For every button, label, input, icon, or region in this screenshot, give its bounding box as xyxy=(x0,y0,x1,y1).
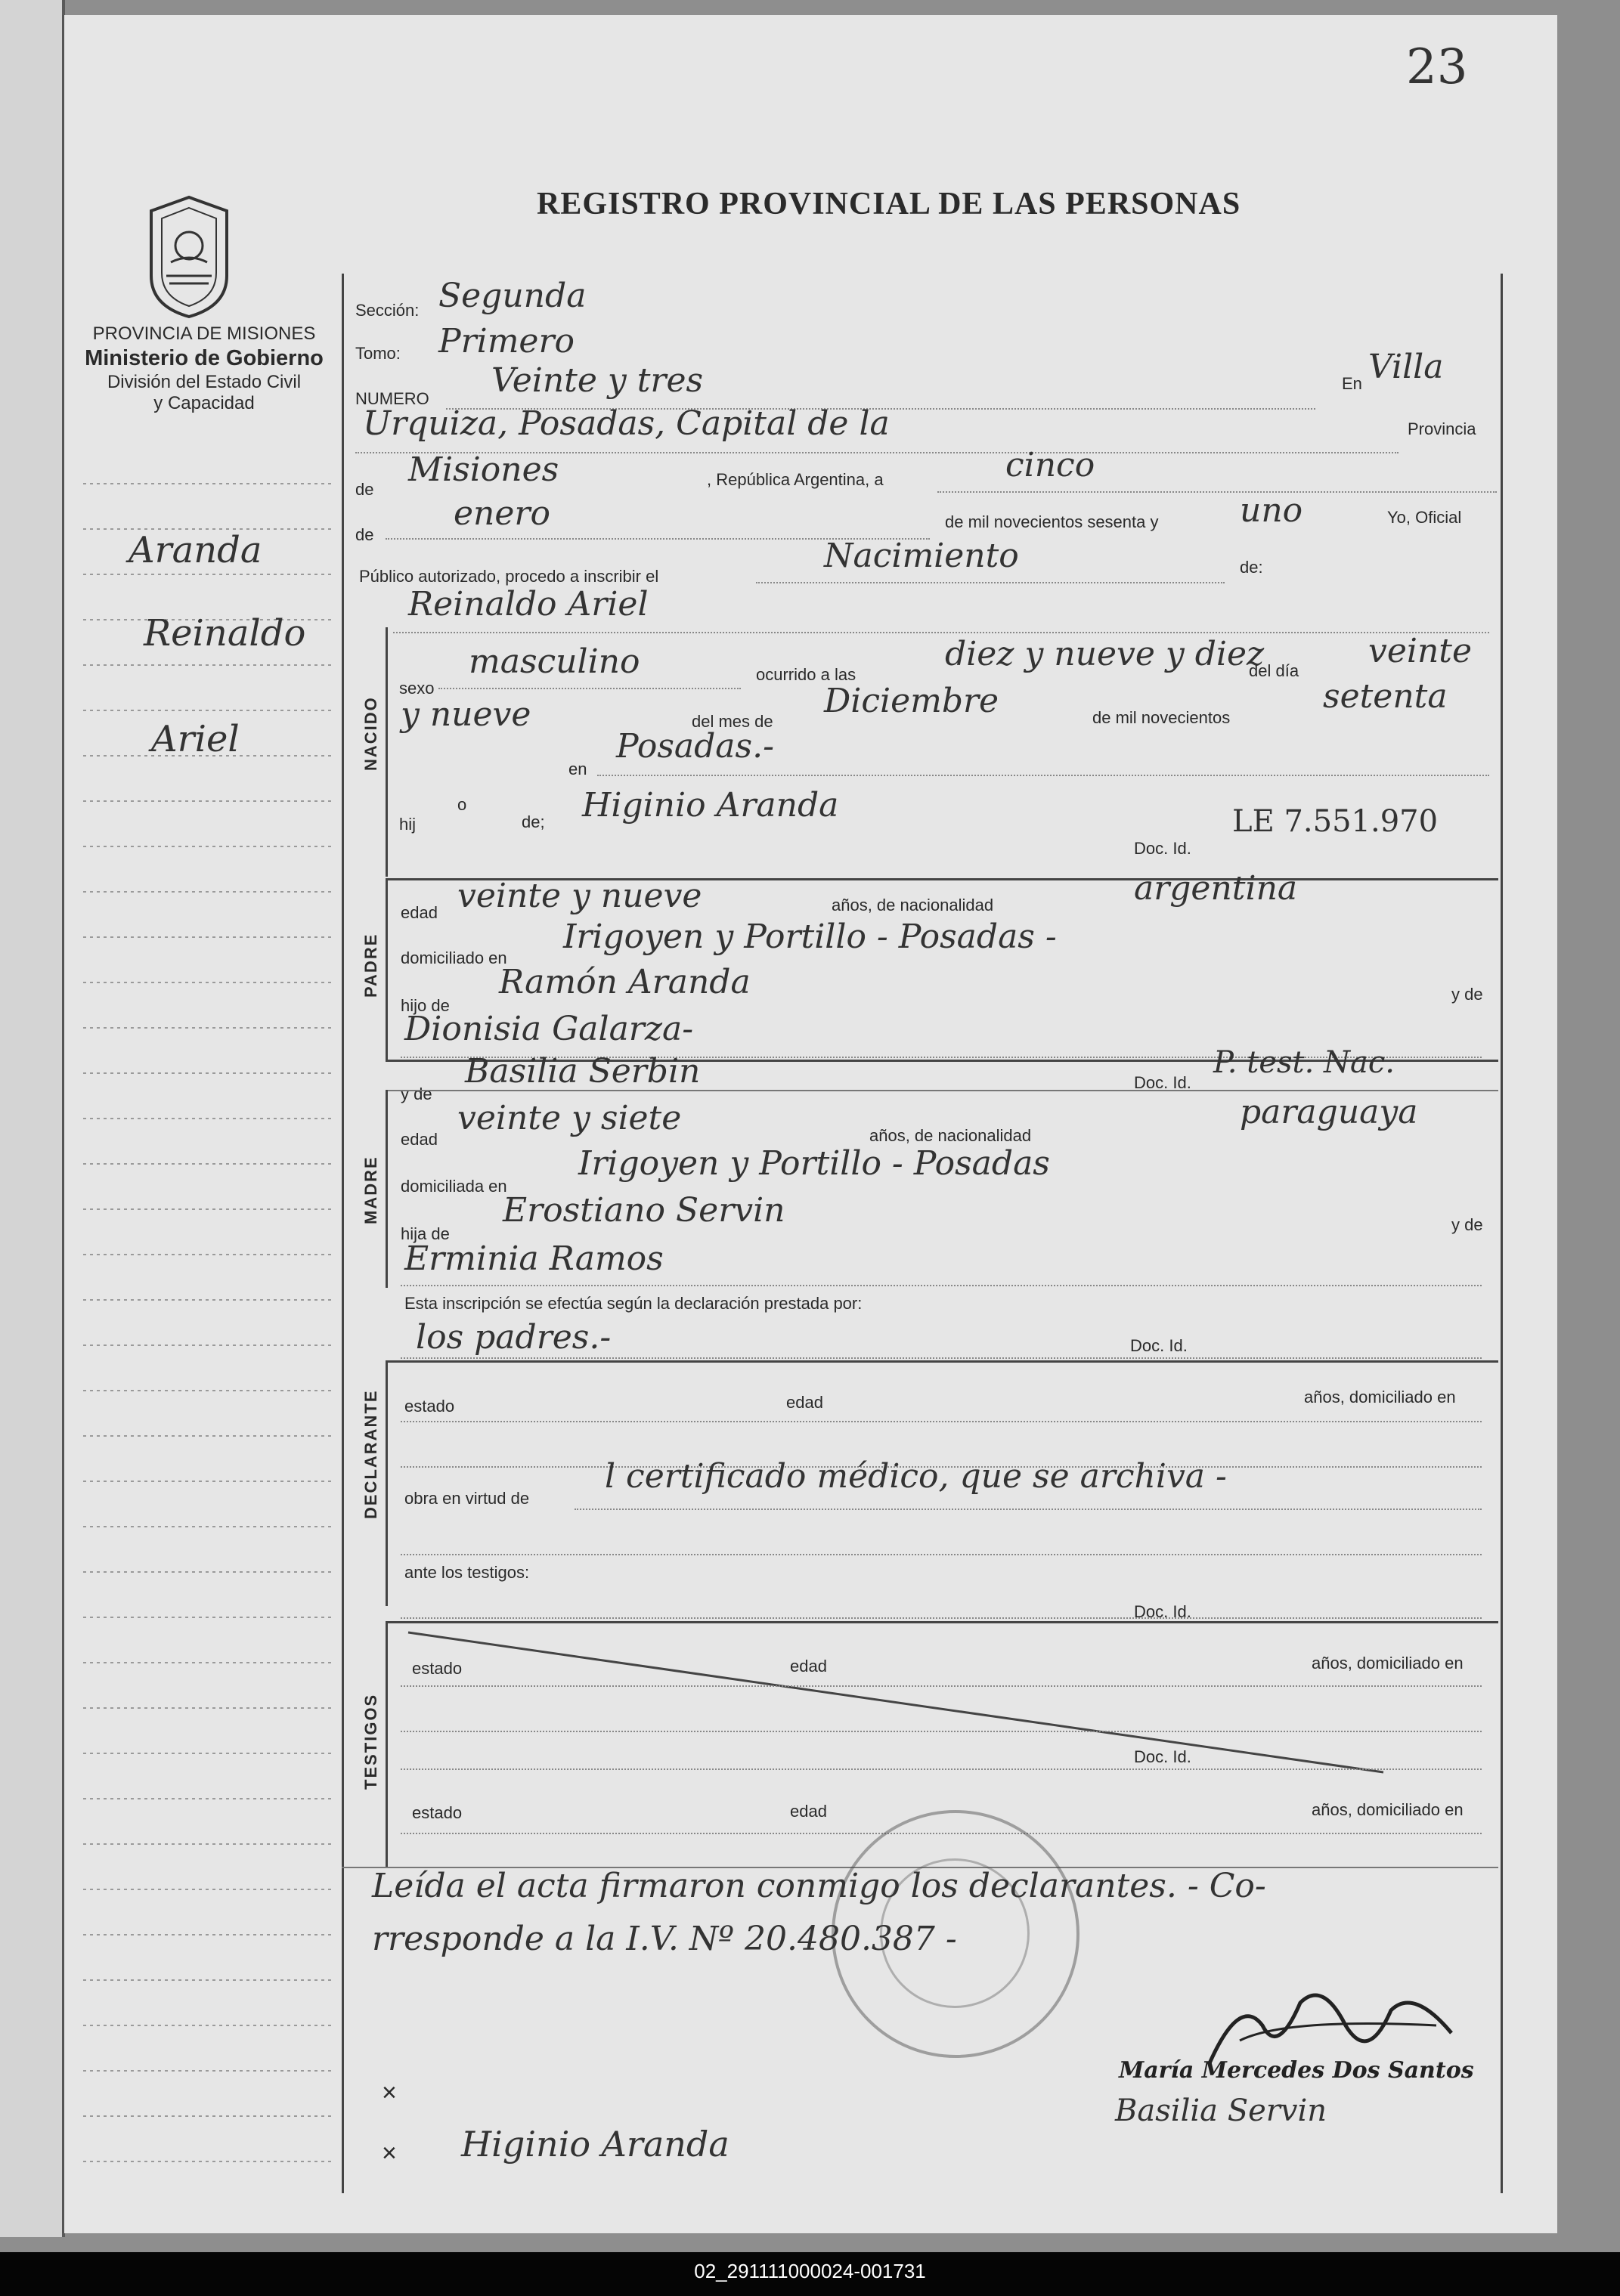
section-testigos: TESTIGOS xyxy=(361,1693,380,1790)
previous-page-edge xyxy=(0,0,65,2237)
entry-nota-1: Leída el acta firmaron conmigo los declarantes. - Co- xyxy=(372,1867,1266,1905)
label-de-colon: de: xyxy=(1240,558,1263,577)
label-edad-padre: edad xyxy=(401,903,438,922)
label-en-2: en xyxy=(568,760,587,778)
label-anos-domiciliado-declarante: años, domiciliado en xyxy=(1304,1388,1456,1406)
label-doc-id-madre: Doc. Id. xyxy=(1134,1073,1191,1092)
entry-anio-nac: setenta xyxy=(1323,677,1448,716)
entry-dia: cinco xyxy=(1005,446,1095,484)
entry-madre-hija-de-2: Erminia Ramos xyxy=(404,1239,664,1278)
margin-note-second-name: Ariel xyxy=(151,718,240,760)
division-line-2: y Capacidad xyxy=(153,393,255,414)
label-republica: , República Argentina, a xyxy=(707,470,884,489)
entry-madre-nombre: Basilia Serbin xyxy=(465,1052,701,1091)
label-domiciliada: domiciliada en xyxy=(401,1177,507,1196)
label-obra: obra en virtud de xyxy=(404,1489,530,1508)
label-testigos: ante los testigos: xyxy=(404,1563,530,1582)
label-hija-de: hija de xyxy=(401,1224,450,1243)
testigos-dots xyxy=(401,1617,1482,1619)
entry-madre-domicilio: Irigoyen y Portillo - Posadas xyxy=(578,1144,1050,1183)
entry-padre-doc: LE 7.551.970 xyxy=(1232,804,1439,839)
entry-dia-nac: veinte xyxy=(1368,632,1473,670)
label-anos-nac-padre: años, de nacionalidad xyxy=(832,896,994,914)
mother-signature: Basilia Servin xyxy=(1115,2093,1327,2128)
page-number: 23 xyxy=(1406,39,1468,95)
label-anos-nac-madre: años, de nacionalidad xyxy=(869,1126,1032,1145)
madre-hija-dots xyxy=(401,1285,1482,1286)
entry-declarante: los padres.- xyxy=(416,1318,612,1357)
entry-anio: uno xyxy=(1240,491,1303,530)
entry-madre-edad: veinte y siete xyxy=(457,1099,682,1137)
acto-dots xyxy=(756,582,1225,583)
division-line-1: División del Estado Civil xyxy=(107,371,302,392)
declarante-divider xyxy=(386,1360,388,1606)
label-ocurrido: ocurrido a las xyxy=(756,665,856,684)
entry-padre-edad: veinte y nueve xyxy=(457,877,702,915)
entry-en: Villa xyxy=(1368,348,1444,386)
label-de-mil-2: de mil novecientos xyxy=(1092,708,1231,727)
ministry-name: Ministerio de Gobierno xyxy=(85,345,324,370)
official-name-seal: María Mercedes Dos Santos xyxy=(1119,2057,1474,2084)
label-de: de xyxy=(355,480,374,499)
entry-padre-hijo-de-2: Dionisia Galarza- xyxy=(404,1010,694,1048)
testigos-divider xyxy=(386,1621,388,1867)
entry-nota-2: rresponde a la I.V. Nº 20.480.387 - xyxy=(372,1920,957,1958)
label-doc-id-testigos: Doc. Id. xyxy=(1134,1602,1191,1621)
signature-mark-2: × xyxy=(382,2139,397,2168)
label-yo-oficial: Yo, Oficial xyxy=(1387,508,1462,527)
entry-seccion: Segunda xyxy=(438,277,587,315)
entry-hijo-suffix: o xyxy=(457,795,467,814)
entry-provincia: Misiones xyxy=(408,450,559,489)
label-hij: hij xyxy=(399,815,417,834)
sexo-dots xyxy=(438,688,741,689)
label-estado-declarante: estado xyxy=(404,1397,455,1416)
label-sexo: sexo xyxy=(399,679,435,698)
label-del-dia: del día xyxy=(1249,661,1299,680)
entry-obra: l certificado médico, que se archiva - xyxy=(605,1457,1227,1496)
entry-madre-nacionalidad: paraguaya xyxy=(1240,1093,1418,1131)
label-domiciliado: domiciliado en xyxy=(401,948,507,967)
entry-lugar-nac: Posadas.- xyxy=(616,727,774,766)
obra-dots xyxy=(575,1508,1482,1510)
entry-nombre: Reinaldo Ariel xyxy=(408,585,649,624)
testigo-1-dots xyxy=(401,1685,1482,1687)
divider-madre-top xyxy=(386,1090,1498,1091)
entry-padre-nombre: Higinio Aranda xyxy=(582,786,839,825)
label-del-mes: del mes de xyxy=(692,712,773,731)
dia-dots xyxy=(937,491,1497,493)
page-title: REGISTRO PROVINCIAL DE LAS PERSONAS xyxy=(537,187,1241,221)
provincial-crest-icon xyxy=(136,193,242,321)
entry-padre-nacionalidad: argentina xyxy=(1134,869,1298,908)
label-hij-de: de; xyxy=(522,812,545,831)
label-anos-domiciliado-testigo-2: años, domiciliado en xyxy=(1312,1800,1464,1819)
label-publico: Público autorizado, procedo a inscribir el xyxy=(359,567,659,586)
ministry-block xyxy=(68,323,340,415)
label-numero: NUMERO xyxy=(355,389,429,408)
testigo-1-blank-dots xyxy=(401,1731,1482,1732)
label-estado-testigo-1: estado xyxy=(412,1659,463,1678)
lugar-nac-dots xyxy=(597,775,1489,776)
nombre-dots xyxy=(393,632,1489,633)
nacido-divider xyxy=(386,627,388,877)
entry-dia-nac-2: y nueve xyxy=(401,695,531,734)
testigos-strike-line xyxy=(401,1625,1489,1776)
testigo-doc-dots xyxy=(401,1768,1482,1770)
entry-hora: diez y nueve y diez xyxy=(945,635,1265,673)
entry-madre-doc: P. test. Nac. xyxy=(1213,1045,1395,1080)
margin-note-surname: Aranda xyxy=(129,529,262,571)
entry-tomo: Primero xyxy=(438,322,575,360)
entry-acto: Nacimiento xyxy=(824,537,1019,575)
label-anos-domiciliado-testigo-1: años, domiciliado en xyxy=(1312,1654,1464,1672)
signature-mark-1: × xyxy=(382,2078,397,2107)
father-signature: Higinio Aranda xyxy=(461,2124,729,2164)
document-id: 02_291111000024-001731 xyxy=(694,2260,926,2282)
label-provincia: Provincia xyxy=(1408,419,1476,438)
section-declarante: DECLARANTE xyxy=(361,1389,380,1519)
label-y-de-padre: y de xyxy=(1451,985,1483,1004)
declarante-dots xyxy=(401,1357,1482,1359)
province-name: PROVINCIA DE MISIONES xyxy=(92,323,316,344)
label-y-de-madre-2: y de xyxy=(1451,1215,1483,1234)
declarante-estado-dots xyxy=(401,1421,1482,1422)
entry-mes: enero xyxy=(454,494,550,533)
margin-note-first-name: Reinaldo xyxy=(144,612,306,654)
label-y-de-madre: y de xyxy=(401,1085,432,1103)
label-hijo-de: hijo de xyxy=(401,996,450,1015)
entry-mes-nac: Diciembre xyxy=(824,682,999,720)
label-tomo: Tomo: xyxy=(355,344,401,363)
divider-declarante xyxy=(386,1360,1498,1363)
label-estado-testigo-2: estado xyxy=(412,1803,463,1822)
label-declaracion: Esta inscripción se efectúa según la declaración prestada por: xyxy=(404,1294,863,1313)
label-edad-declarante: edad xyxy=(786,1393,823,1412)
label-edad-madre: edad xyxy=(401,1130,438,1149)
label-de-2: de xyxy=(355,525,374,544)
entry-padre-domicilio: Irigoyen y Portillo - Posadas - xyxy=(563,917,1057,956)
padre-divider xyxy=(386,878,388,1060)
label-seccion: Sección: xyxy=(355,301,420,320)
entry-madre-hija-de: Erostiano Servin xyxy=(503,1191,785,1230)
section-madre: MADRE xyxy=(361,1156,380,1224)
label-edad-testigo-2: edad xyxy=(790,1802,827,1821)
label-doc-id-padre: Doc. Id. xyxy=(1134,839,1191,858)
entry-padre-hijo-de: Ramón Aranda xyxy=(499,963,751,1001)
entry-sexo: masculino xyxy=(469,642,640,681)
label-edad-testigo-1: edad xyxy=(790,1657,827,1676)
section-padre: PADRE xyxy=(361,933,380,998)
label-en: En xyxy=(1342,374,1362,393)
label-doc-id-declarante: Doc. Id. xyxy=(1130,1336,1188,1355)
divider-testigos xyxy=(386,1621,1498,1623)
obra-blank-dots xyxy=(401,1554,1482,1555)
label-doc-id-testigo: Doc. Id. xyxy=(1134,1747,1191,1766)
section-nacido: NACIDO xyxy=(361,696,380,771)
label-de-mil: de mil novecientos sesenta y xyxy=(945,512,1159,531)
entry-numero: Veinte y tres xyxy=(491,361,704,400)
entry-lugar: Urquiza, Posadas, Capital de la xyxy=(363,404,890,443)
madre-divider xyxy=(386,1090,388,1288)
